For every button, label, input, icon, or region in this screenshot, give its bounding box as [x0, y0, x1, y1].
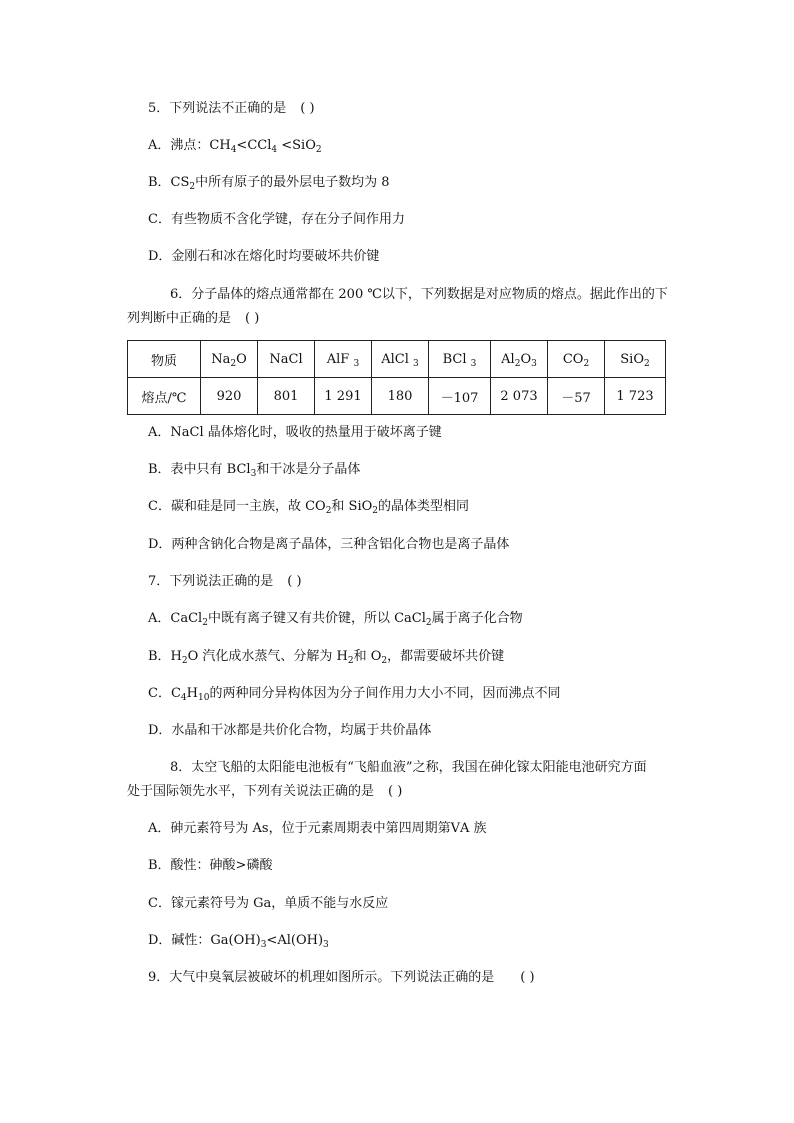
table-cell: BCl $_3$ — [429, 341, 491, 378]
q5-option-a: A．沸点：$CH_4<CCl_4 <SiO_2$ — [148, 138, 322, 155]
table-cell: NaCl — [258, 341, 315, 378]
q7-stem: 7．下列说法正确的是 ( ) — [148, 574, 302, 589]
q8-option-b: B．酸性：砷酸>磷酸 — [148, 858, 273, 873]
table-cell: SiO$_2$ — [605, 341, 666, 378]
q6-stem-line2: 列判断中正确的是 ( ) — [127, 311, 260, 326]
table-cell: 1 723 — [605, 378, 666, 415]
header-label-cell: 物质 — [128, 341, 201, 378]
q5-option-c: C．有些物质不含化学键，存在分子间作用力 — [148, 212, 405, 227]
table-header-row — [128, 341, 666, 378]
q6-option-b: B．表中只有 BCl$_3$和干冰是分子晶体 — [148, 462, 361, 479]
q6-option-d: D．两种含钠化合物是离子晶体，三种含铝化合物也是离子晶体 — [148, 537, 510, 552]
q6-option-c: C．碳和硅是同一主族，故 $CO_2$和 SiO$_2$的晶体类型相同 — [148, 499, 470, 516]
q6-option-a: A．NaCl 晶体熔化时，吸收的热量用于破坏离子键 — [148, 425, 442, 440]
q8-stem-line2: 处于国际领先水平，下列有关说法正确的是 ( ) — [127, 784, 403, 799]
table-value-row — [128, 378, 666, 415]
q8-option-a: A．砷元素符号为 As，位于元素周期表中第四周期第ⅤA 族 — [148, 821, 487, 836]
answer-blank[interactable]: ( ) — [388, 784, 403, 799]
q7-option-b: B．$H_2O$ 汽化成水蒸气、分解为 $H_2$和 $O_2$，都需要破坏共价键 — [148, 649, 505, 666]
answer-blank[interactable]: ( ) — [287, 574, 302, 589]
q7-option-a: A．CaCl$_2$中既有离子键又有共价键，所以 CaCl$_2$属于离子化合物 — [148, 611, 523, 628]
q7-option-d: D．水晶和干冰都是共价化合物，均属于共价晶体 — [148, 723, 432, 738]
q5-stem: 5．下列说法不正确的是 ( ) — [148, 101, 315, 116]
answer-blank[interactable]: ( ) — [245, 311, 260, 326]
table-cell: $CO_2$ — [548, 341, 605, 378]
table-cell: $Al_2O_3$ — [491, 341, 548, 378]
q6-stem-line1: 6．分子晶体的熔点通常都在 200 ℃以下，下列数据是对应物质的熔点。据此作出的下 — [170, 287, 668, 302]
table-cell: －107 — [429, 378, 491, 415]
table-cell: AlCl $_3$ — [372, 341, 429, 378]
melting-point-table — [127, 340, 666, 415]
table-cell: $Na_2O$ — [201, 341, 258, 378]
q8-option-c: C．镓元素符号为 Ga，单质不能与水反应 — [148, 896, 389, 911]
table-cell: 920 — [201, 378, 258, 415]
row-label-cell: 熔点/℃ — [128, 378, 201, 415]
q7-option-c: C．$C_4H_{10}$的两种同分异构体因为分子间作用力大小不同，因而沸点不同 — [148, 686, 561, 703]
q5-option-b: B．$CS_2$中所有原子的最外层电子数均为 8 — [148, 175, 390, 192]
table-cell: －57 — [548, 378, 605, 415]
answer-blank[interactable]: ( ) — [520, 970, 535, 985]
table-cell: 801 — [258, 378, 315, 415]
table-cell: 2 073 — [491, 378, 548, 415]
q8-stem-line1: 8．太空飞船的太阳能电池板有“飞船血液”之称，我国在砷化镓太阳能电池研究方面 — [170, 760, 647, 775]
q9-stem: 9．大气中臭氧层被破坏的机理如图所示。下列说法正确的是 ( ) — [148, 970, 535, 985]
q8-option-d: D．碱性：$Ga(OH)_3<Al(OH)_3$ — [148, 933, 329, 950]
table-cell: 180 — [372, 378, 429, 415]
answer-blank[interactable]: ( ) — [300, 101, 315, 116]
table-cell: 1 291 — [315, 378, 372, 415]
table-cell: AlF $_3$ — [315, 341, 372, 378]
q5-option-d: D．金刚石和冰在熔化时均要破坏共价键 — [148, 249, 380, 264]
